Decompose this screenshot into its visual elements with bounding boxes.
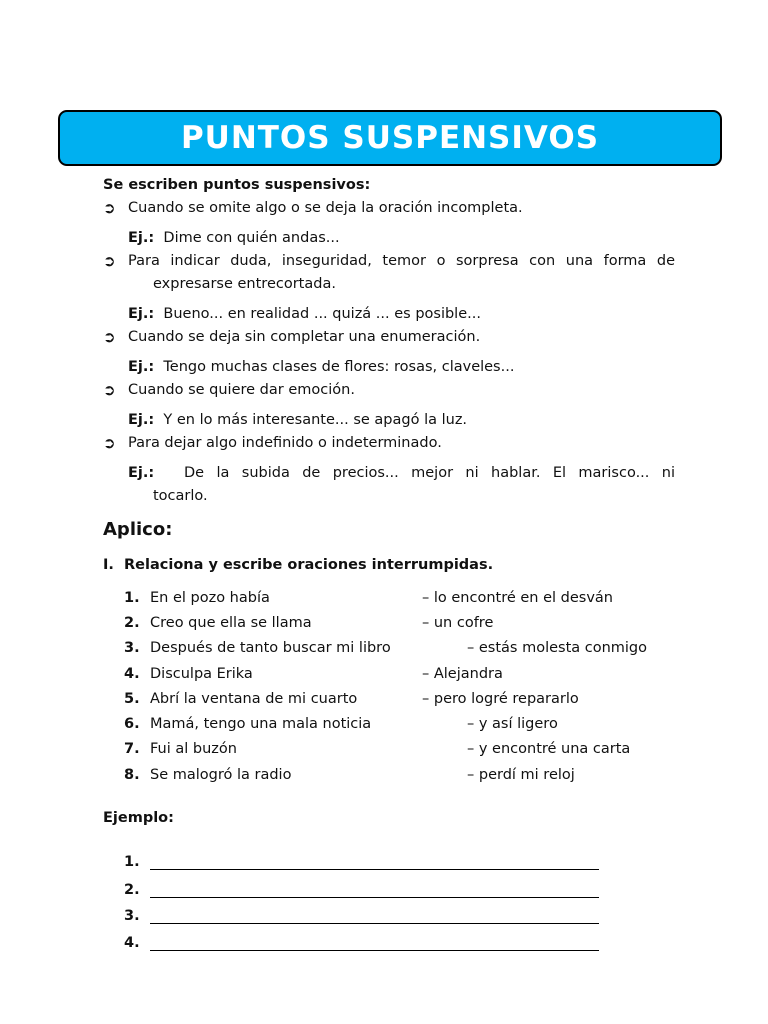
item-right-text: – Alejandra xyxy=(422,666,503,682)
exercise-instruction xyxy=(103,556,493,574)
rule-2-text-line2: expresarse entrecortada. xyxy=(153,276,336,292)
answer-line[interactable] xyxy=(150,869,599,870)
example-label: Ej.: xyxy=(128,465,155,481)
rule-2-text-line1: Para indicar duda, inseguridad, temor o sorpresa con una forma de xyxy=(128,253,675,269)
rule-5-text: Para dejar algo indefinido o indeterminado. xyxy=(128,435,442,451)
example-text: Y en lo más interesante... se apagó la luz. xyxy=(163,412,468,428)
item-right-text: – un cofre xyxy=(422,615,494,631)
title-banner xyxy=(58,110,722,166)
item-left-text: Creo que ella se llama xyxy=(150,615,312,631)
exercise-instruction-text: Relaciona y escribe oraciones interrumpidas. xyxy=(124,557,494,573)
item-right-text: – lo encontré en el desván xyxy=(422,590,613,606)
item-number: 6. xyxy=(124,716,140,732)
answer-number: 2. xyxy=(124,882,140,898)
item-number: 7. xyxy=(124,741,140,757)
arrow-bullet-icon: ➲ xyxy=(103,328,116,346)
item-number: 3. xyxy=(124,640,140,656)
page-title: PUNTOS SUSPENSIVOS xyxy=(180,120,600,156)
rule-5-example-line2: tocarlo. xyxy=(153,488,208,504)
item-right-text: – y así ligero xyxy=(467,716,558,732)
rule-1-example xyxy=(128,229,340,247)
rule-4-text: Cuando se quiere dar emoción. xyxy=(128,382,355,398)
exercise-number: I. xyxy=(103,557,114,573)
item-number: 4. xyxy=(124,666,140,682)
item-right-text: – estás molesta conmigo xyxy=(467,640,648,656)
arrow-bullet-icon: ➲ xyxy=(103,199,116,217)
example-label: Ej.: xyxy=(128,359,155,375)
answer-number: 1. xyxy=(124,854,140,870)
example-label: Ej.: xyxy=(128,306,155,322)
item-left-text: Disculpa Erika xyxy=(150,666,253,682)
answer-line[interactable] xyxy=(150,923,599,924)
item-right-text: – pero logré repararlo xyxy=(422,691,579,707)
rule-1-text: Cuando se omite algo o se deja la oración incompleta. xyxy=(128,200,523,216)
example-label: Ej.: xyxy=(128,230,155,246)
item-number: 8. xyxy=(124,767,140,783)
answer-number: 4. xyxy=(124,935,140,951)
example-text: Tengo muchas clases de flores: rosas, claveles... xyxy=(163,359,515,375)
item-left-text: Fui al buzón xyxy=(150,741,237,757)
item-left-text: En el pozo había xyxy=(150,590,270,606)
item-number: 1. xyxy=(124,590,140,606)
rule-5-example-line1: De la subida de precios... mejor ni hablar. El marisco... ni xyxy=(184,465,675,481)
rule-4-example xyxy=(128,411,467,429)
item-number: 5. xyxy=(124,691,140,707)
item-right-text: – y encontré una carta xyxy=(467,741,631,757)
rule-3-text: Cuando se deja sin completar una enumeración. xyxy=(128,329,481,345)
answer-line[interactable] xyxy=(150,950,599,951)
item-left-text: Abrí la ventana de mi cuarto xyxy=(150,691,358,707)
arrow-bullet-icon: ➲ xyxy=(103,381,116,399)
intro-text: Se escriben puntos suspensivos: xyxy=(103,177,371,193)
arrow-bullet-icon: ➲ xyxy=(103,434,116,452)
rule-2-example xyxy=(128,305,481,323)
arrow-bullet-icon: ➲ xyxy=(103,252,116,270)
item-number: 2. xyxy=(124,615,140,631)
apply-heading: Aplico: xyxy=(103,519,173,540)
example-text: Bueno... en realidad ... quizá ... es posible... xyxy=(163,306,481,322)
rule-3-example xyxy=(128,358,514,376)
answer-number: 3. xyxy=(124,908,140,924)
example-heading: Ejemplo: xyxy=(103,810,174,826)
item-left-text: Después de tanto buscar mi libro xyxy=(150,640,391,656)
item-left-text: Se malogró la radio xyxy=(150,767,292,783)
example-label: Ej.: xyxy=(128,412,155,428)
item-right-text: – perdí mi reloj xyxy=(467,767,575,783)
example-text: Dime con quién andas... xyxy=(163,230,340,246)
item-left-text: Mamá, tengo una mala noticia xyxy=(150,716,372,732)
answer-line[interactable] xyxy=(150,897,599,898)
